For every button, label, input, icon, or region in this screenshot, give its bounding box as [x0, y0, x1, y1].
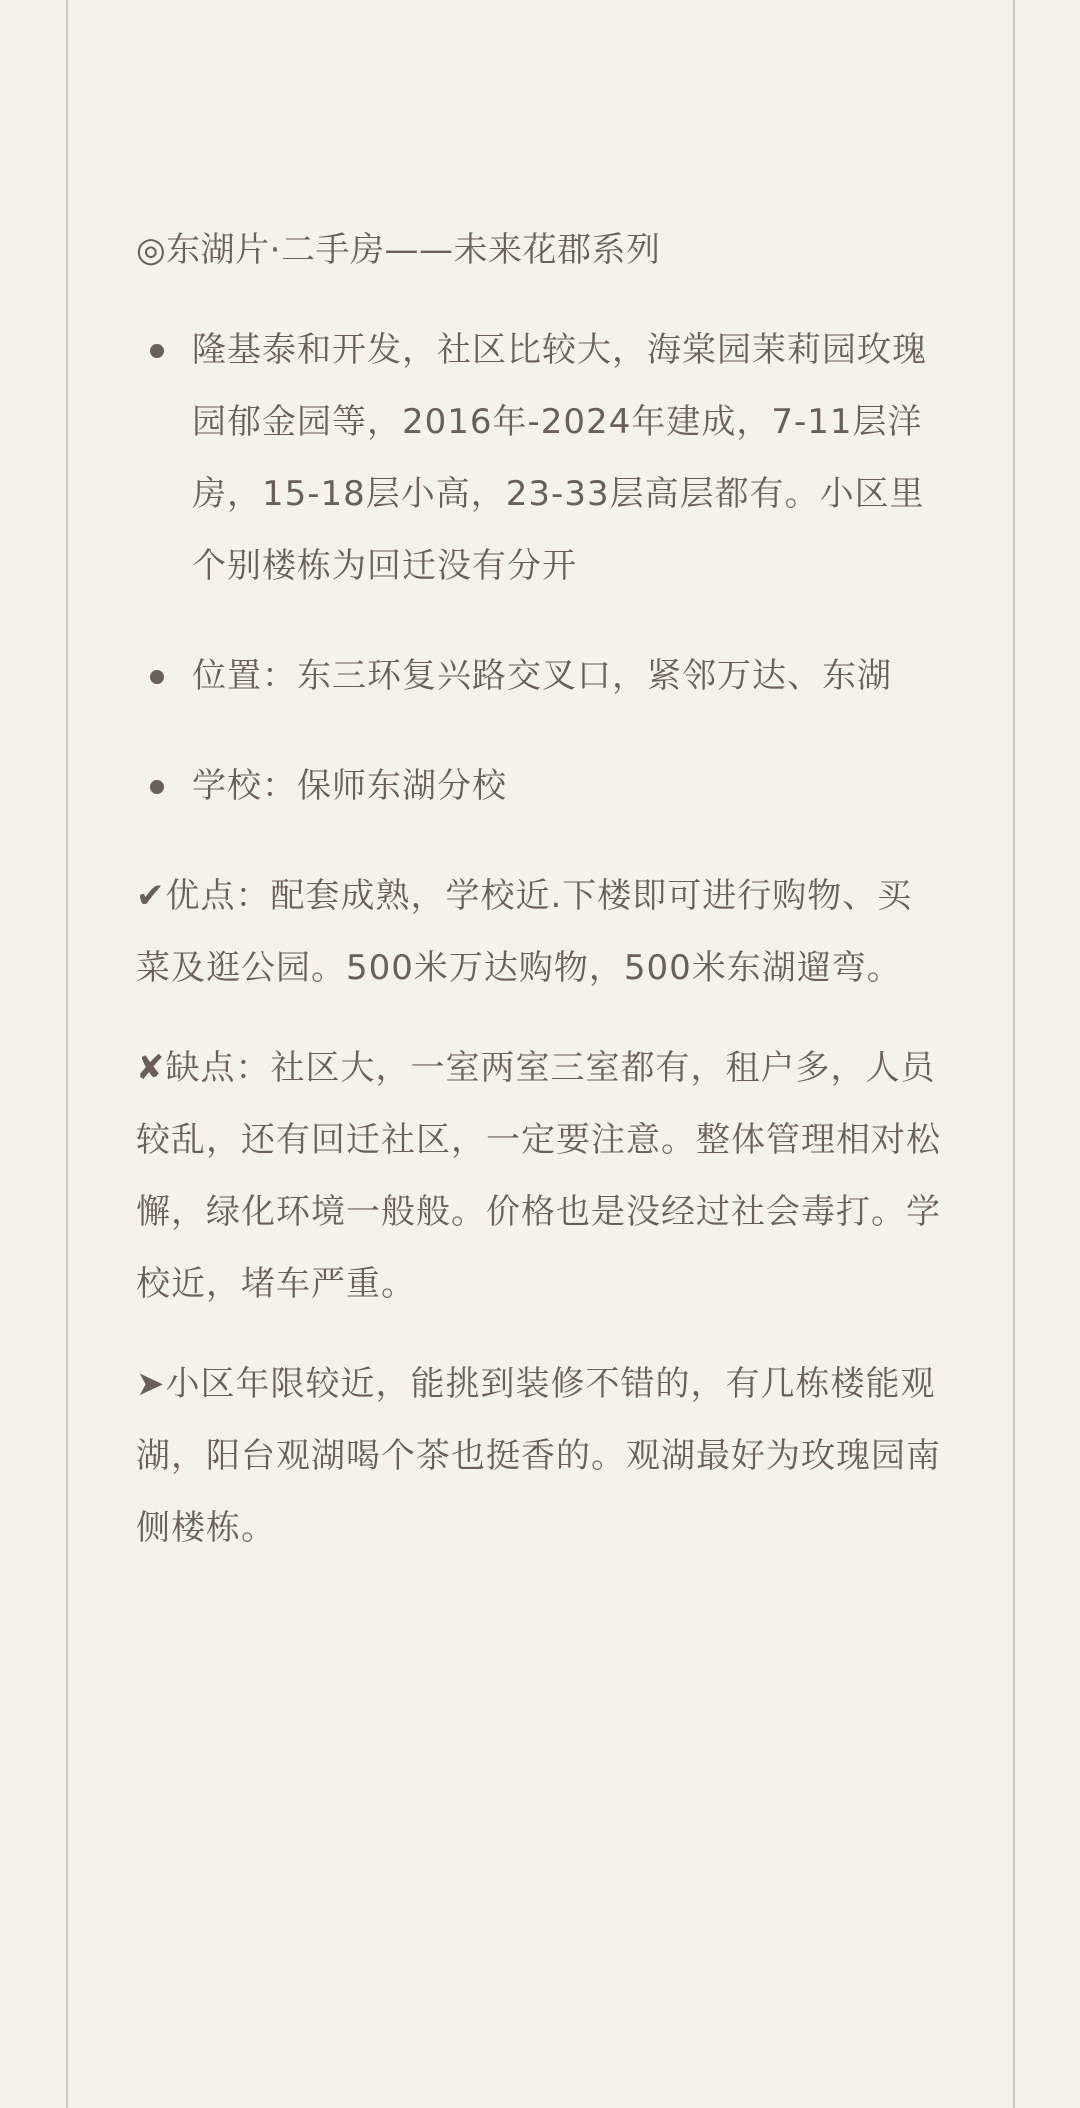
bullet-item-school	[136, 750, 946, 822]
arrow-icon: ➤	[136, 1364, 166, 1404]
bullet-text: 位置：东三环复兴路交叉口，紧邻万达、东湖	[192, 656, 892, 696]
bullet-text: 学校：保师东湖分校	[192, 766, 507, 806]
pros-paragraph	[136, 860, 946, 1004]
check-mark-icon: ✔	[136, 876, 166, 916]
article-content	[136, 222, 946, 1592]
left-margin-line	[66, 0, 68, 2108]
right-margin-line	[1013, 0, 1015, 2108]
bullet-dot-icon	[150, 344, 164, 358]
note-paragraph	[136, 1348, 946, 1564]
cross-mark-icon: ✘	[136, 1048, 166, 1088]
section-title: ◎东湖片·二手房——未来花郡系列	[136, 230, 661, 270]
note-text: 小区年限较近，能挑到装修不错的，有几栋楼能观湖，阳台观湖喝个茶也挺香的。观湖最好为玫瑰园南侧楼栋。	[136, 1364, 941, 1548]
bullet-dot-icon	[150, 780, 164, 794]
bullet-item-location	[136, 640, 946, 712]
pros-text: 优点：配套成熟，学校近.下楼即可进行购物、买菜及逛公园。500米万达购物，500米东湖遛弯。	[136, 876, 913, 988]
bullet-text: 隆基泰和开发，社区比较大，海棠园茉莉园玫瑰园郁金园等，2016年-2024年建成，7-11层洋房，15-18层小高，23-33层高层都有。小区里个别楼栋为回迁没有分开	[192, 330, 927, 586]
info-bullet-list	[136, 314, 946, 822]
cons-text: 缺点：社区大，一室两室三室都有，租户多，人员较乱，还有回迁社区，一定要注意。整体管理相对松懈，绿化环境一般般。价格也是没经过社会毒打。学校近，堵车严重。	[136, 1048, 941, 1304]
cons-paragraph	[136, 1032, 946, 1320]
bullet-item-overview	[136, 314, 946, 602]
bullet-dot-icon	[150, 670, 164, 684]
